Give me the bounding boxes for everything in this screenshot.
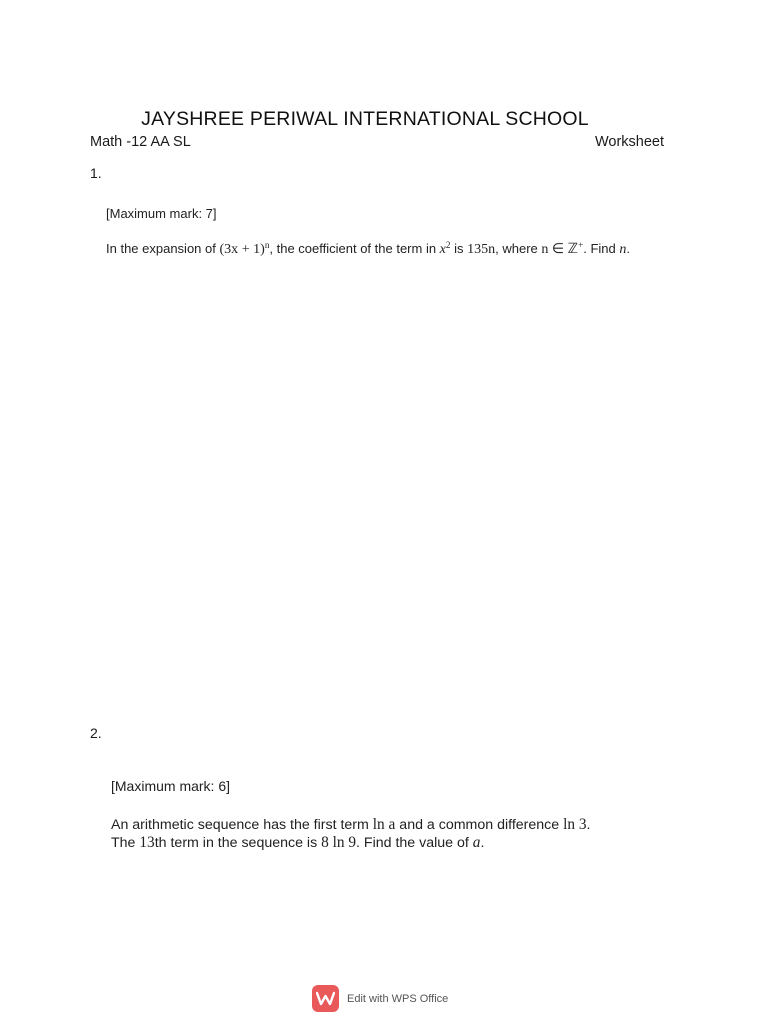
q1-math-x: x [439, 241, 446, 257]
q1-text-part: . [626, 241, 631, 256]
question-2-number: 2. [90, 725, 102, 741]
subject-label: Math -12 AA SL [90, 134, 191, 150]
question-1-text [106, 241, 630, 258]
wps-w-glyph [316, 991, 335, 1006]
q1-math-binomial [219, 241, 269, 257]
q1-math-domain-plus: + [578, 239, 584, 250]
question-2-text [111, 816, 590, 852]
q2-math-term-index: 13 [139, 834, 155, 851]
wps-office-logo-icon [312, 985, 339, 1012]
q2-text-part: . [480, 835, 485, 851]
q2-text-part: and a common difference [395, 817, 564, 833]
q1-math-binomial-base: (3x + 1) [219, 241, 265, 257]
question-2-line-1 [111, 816, 590, 834]
q1-math-x-squared [440, 241, 451, 257]
q2-math-first-term: ln a [372, 816, 396, 833]
q1-text-part: is [450, 241, 468, 256]
question-1-number: 1. [90, 165, 102, 181]
q2-math-term-value: 8 ln 9 [321, 834, 357, 851]
q2-text-part: . Find the value of [356, 835, 473, 851]
q1-text-part: . Find [583, 241, 620, 256]
q2-text-part: The [111, 835, 140, 851]
wps-badge-label: Edit with WPS Office [347, 992, 449, 1005]
q1-math-x-exponent: 2 [445, 239, 451, 250]
q2-text-part: th term in the sequence is [154, 835, 322, 851]
school-title: JAYSHREE PERIWAL INTERNATIONAL SCHOOL [141, 108, 589, 130]
q1-math-binomial-exponent: n [264, 239, 270, 250]
q1-text-part: In the expansion of [106, 241, 220, 256]
q2-math-a: a [472, 834, 481, 851]
q2-math-common-difference: ln 3 [563, 816, 587, 833]
question-2-max-mark: [Maximum mark: 6] [111, 778, 231, 794]
q1-math-domain [541, 241, 583, 257]
question-2-line-2 [111, 834, 590, 852]
q2-text-part: . [586, 817, 591, 833]
q1-math-coefficient: 135n [467, 241, 496, 257]
q1-text-part: , the coefficient of the term in [269, 241, 440, 256]
q1-text-part: , where [495, 241, 542, 256]
q1-math-domain-set: n ∈ ℤ [541, 241, 579, 257]
q2-text-part: An arithmetic sequence has the first term [111, 817, 373, 833]
edit-with-wps-badge[interactable] [312, 985, 448, 1012]
document-type-label: Worksheet [594, 134, 664, 150]
question-1-max-mark: [Maximum mark: 7] [106, 206, 217, 221]
q1-math-n: n [619, 241, 627, 257]
